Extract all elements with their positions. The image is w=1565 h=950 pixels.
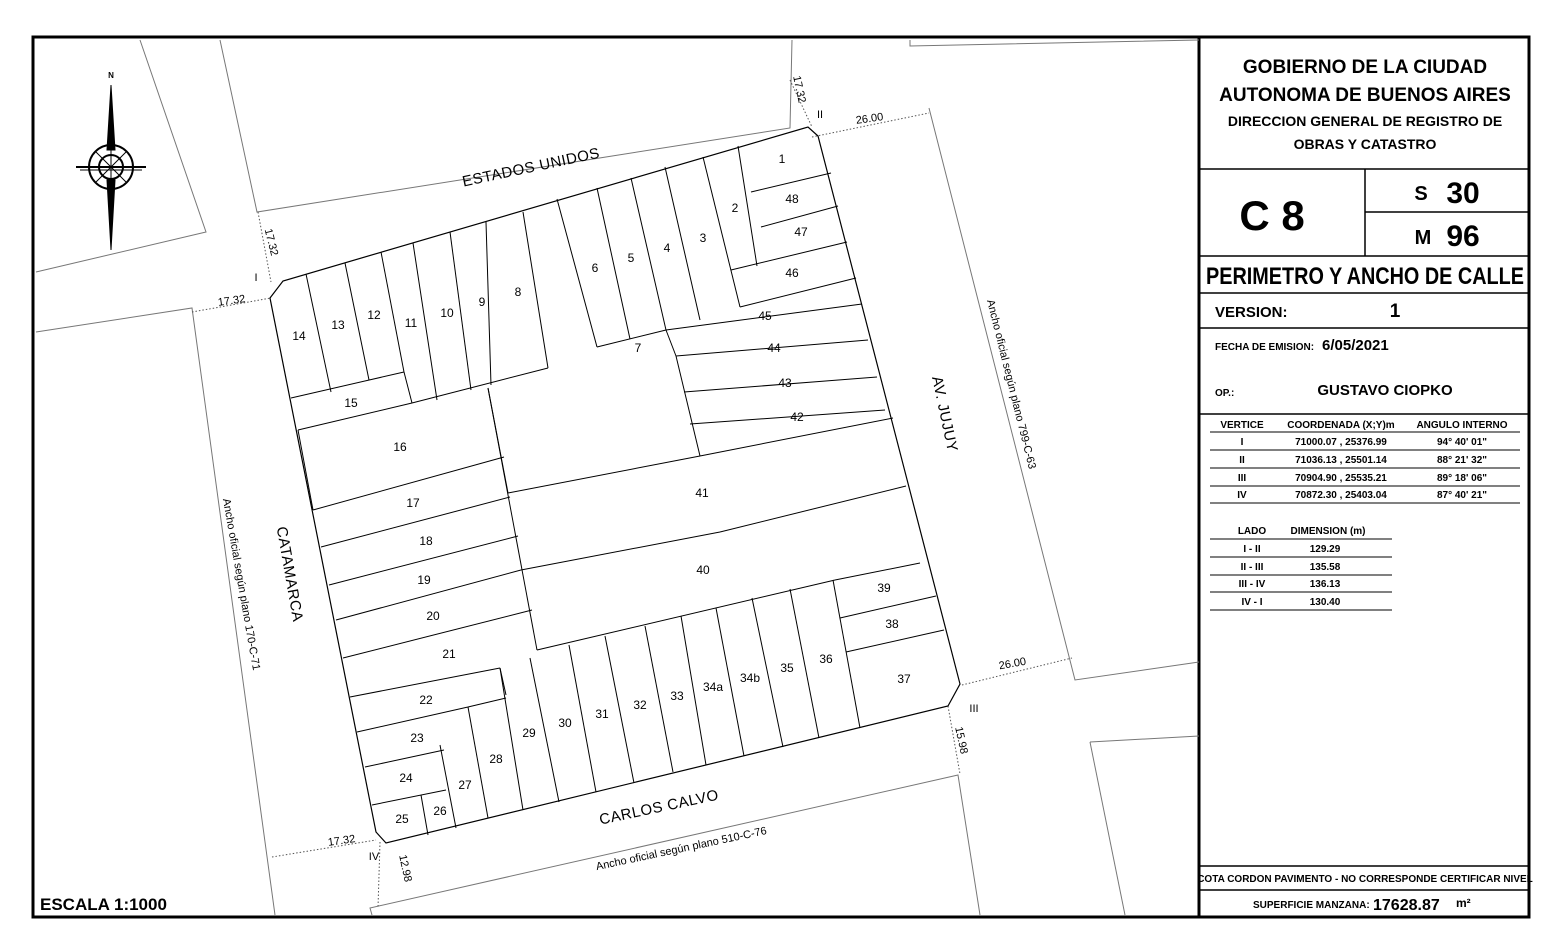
lot-number: 30 <box>558 716 572 730</box>
vertex-cell: 71036.13 , 25501.14 <box>1295 455 1387 466</box>
vertex-cell: IV <box>1237 490 1247 501</box>
lot-number: 29 <box>522 726 536 740</box>
circunscripcion: C 8 <box>1239 192 1305 239</box>
side-cell: 130.40 <box>1309 597 1341 608</box>
neighbor-block-e <box>929 108 1199 680</box>
lot-number: 39 <box>877 581 891 595</box>
lot-number: 10 <box>440 306 454 320</box>
lot-number: 33 <box>670 689 684 703</box>
neighbor-block-nw <box>36 40 206 272</box>
lot-line <box>523 212 548 368</box>
lot-number: 32 <box>633 698 647 712</box>
lot-line <box>486 222 491 385</box>
lot-line <box>521 532 720 570</box>
vertex-header: VERTICE <box>1220 420 1264 431</box>
vertex-cell: 88° 21' 32" <box>1436 455 1488 466</box>
dimension-label: 12.98 <box>396 853 414 884</box>
lot-number: 7 <box>634 341 642 355</box>
lot-line <box>761 206 838 227</box>
lot-line <box>738 146 757 266</box>
lot-line <box>840 596 936 618</box>
side-header: DIMENSION (m) <box>1290 526 1366 537</box>
lot-number: 42 <box>790 410 804 424</box>
neighbor-block-n <box>220 40 792 212</box>
cota-note: COTA CORDON PAVIMENTO - NO CORRESPONDE CERTIFICAR NIVEL <box>1197 874 1533 885</box>
side-cell: 129.29 <box>1309 544 1341 555</box>
side-cell: IV - I <box>1241 597 1263 608</box>
north-label: N <box>108 71 114 80</box>
lot-number: 9 <box>478 295 486 309</box>
lot-number: 37 <box>897 672 911 686</box>
lot-line <box>404 372 412 403</box>
street-estados-unidos: ESTADOS UNIDOS <box>460 144 602 191</box>
version-value: 1 <box>1389 301 1401 322</box>
dim-line-sw-h <box>272 840 376 857</box>
info-panel <box>1197 57 1533 914</box>
lot-number: 2 <box>731 201 739 215</box>
manzana-label: M <box>1414 227 1432 249</box>
street-carlos-calvo: CARLOS CALVO <box>597 786 721 829</box>
side-cell: I - II <box>1243 544 1261 555</box>
neighbor-block-ne <box>910 40 1199 46</box>
lot-number: 20 <box>426 609 440 623</box>
org-line-1: GOBIERNO DE LA CIUDAD <box>1242 57 1488 78</box>
vertex-label: IV <box>368 851 380 863</box>
lot-line <box>365 750 444 767</box>
vertex-cell: 70904.90 , 25535.21 <box>1295 473 1387 484</box>
side-header: LADO <box>1237 526 1267 537</box>
vertex-label: I <box>254 272 258 284</box>
vertex-cell: III <box>1237 473 1247 484</box>
lot-number: 25 <box>395 812 409 826</box>
lot-number: 18 <box>419 534 433 548</box>
lot-number: 14 <box>292 329 306 343</box>
lot-number: 3 <box>699 231 707 245</box>
lot-line <box>569 645 596 792</box>
map-area <box>36 40 1199 915</box>
lot-number: 35 <box>780 661 794 675</box>
lot-line <box>703 157 740 307</box>
note-carlos-calvo: Ancho oficial según plano 510-C-76 <box>594 825 768 874</box>
vertex-header: COORDENADA (X;Y)m <box>1287 420 1395 431</box>
vertex-table <box>1210 420 1520 503</box>
lot-number: 46 <box>785 266 799 280</box>
vertex-cell: II <box>1239 455 1245 466</box>
lot-number: 26 <box>433 804 447 818</box>
lot-number: 23 <box>410 731 424 745</box>
surface-value: 17628.87 <box>1373 897 1440 914</box>
op-label: OP.: <box>1215 388 1235 399</box>
lot-number: 40 <box>696 563 710 577</box>
op-value: GUSTAVO CIOPKO <box>1317 382 1453 399</box>
lot-line <box>508 456 700 493</box>
vertex-label: III <box>969 703 979 715</box>
dimension-label: 26.00 <box>855 111 885 127</box>
neighbor-blocks <box>36 40 1199 915</box>
lot-line <box>372 790 446 805</box>
neighbor-block-se-top <box>1090 736 1199 742</box>
version-label: VERSION: <box>1215 304 1288 321</box>
lot-number: 27 <box>458 778 472 792</box>
lot-number: 21 <box>442 647 456 661</box>
lot-number: 4 <box>663 241 671 255</box>
street-av-jujuy: AV. JUJUY <box>928 374 961 454</box>
lot-number: 6 <box>591 261 599 275</box>
lot-number: 24 <box>399 771 413 785</box>
street-catamarca: CATAMARCA <box>272 525 307 624</box>
lot-line <box>345 263 369 380</box>
lot-line <box>605 636 634 783</box>
lot-line <box>597 188 630 339</box>
dimension-label: 26.00 <box>997 655 1028 673</box>
vertex-cell: 70872.30 , 25403.04 <box>1295 490 1387 501</box>
lot-number: 1 <box>778 152 786 166</box>
lot-line <box>846 630 944 652</box>
section-value: 30 <box>1446 177 1480 210</box>
lot-numbers <box>292 152 911 826</box>
lot-line <box>468 698 506 707</box>
note-catamarca: Ancho oficial según plano 170-C-71 <box>219 497 262 672</box>
lot-number: 43 <box>778 376 792 390</box>
dept-line-2: OBRAS Y CATASTRO <box>1293 136 1437 152</box>
lot-line <box>291 372 404 398</box>
lot-line <box>720 486 906 532</box>
lot-number: 41 <box>695 486 709 500</box>
note-jujuy: Ancho oficial según plano 799-C-63 <box>984 298 1038 471</box>
org-line-2: AUTONOMA DE BUENOS AIRES <box>1219 85 1511 106</box>
vertex-header: ANGULO INTERNO <box>1416 420 1508 431</box>
neighbor-block-se <box>1090 742 1125 915</box>
panel-title: PERIMETRO Y ANCHO DE CALLE <box>1206 263 1524 290</box>
lot-line <box>833 580 860 728</box>
lot-line <box>357 707 468 732</box>
emission-label: FECHA DE EMISION: <box>1215 342 1315 353</box>
lot-line <box>690 410 885 424</box>
scale-label: ESCALA 1:1000 <box>40 895 167 914</box>
lot-line <box>835 563 920 580</box>
vertex-cell: 87° 40' 21" <box>1436 490 1488 501</box>
lot-number: 31 <box>595 707 609 721</box>
side-cell: 135.58 <box>1309 562 1341 573</box>
dimension-label: 17.32 <box>790 74 808 105</box>
lot-number: 48 <box>785 192 799 206</box>
lot-number: 12 <box>367 308 381 322</box>
lot-line <box>790 589 819 738</box>
lot-line <box>306 274 331 392</box>
street-width-lines <box>192 80 1072 908</box>
lot-line <box>500 668 523 810</box>
lot-line <box>468 707 488 818</box>
lot-line <box>412 368 548 403</box>
lot-number: 13 <box>331 318 345 332</box>
side-cell: II - III <box>1240 562 1264 573</box>
lot-number: 11 <box>404 316 418 330</box>
lot-number: 22 <box>419 693 433 707</box>
lot-line <box>298 430 313 510</box>
surface-unit: m² <box>1456 896 1471 910</box>
lot-number: 5 <box>627 251 635 265</box>
lot-number: 38 <box>885 617 899 631</box>
lot-number: 17 <box>406 496 420 510</box>
lot-number: 34b <box>739 671 761 685</box>
side-cell: 136.13 <box>1309 579 1341 590</box>
dept-line-1: DIRECCION GENERAL DE REGISTRO DE <box>1227 113 1503 129</box>
lot-line <box>488 388 537 650</box>
lot-number: 19 <box>417 573 431 587</box>
lot-line <box>740 278 856 307</box>
side-cell: III - IV <box>1238 579 1266 590</box>
lot-line <box>645 626 673 772</box>
north-arrow-icon <box>76 85 146 250</box>
lot-number: 15 <box>344 396 358 410</box>
lot-number: 34a <box>702 680 724 694</box>
neighbor-block-w <box>36 308 275 915</box>
lot-number: 36 <box>819 652 833 666</box>
lot-number: 45 <box>758 309 772 323</box>
dimension-label: 17.32 <box>217 293 247 309</box>
lot-line <box>421 795 428 835</box>
lot-line <box>676 356 700 456</box>
surface-label: SUPERFICIE MANZANA: <box>1253 900 1370 911</box>
lot-number: 47 <box>794 225 808 239</box>
lot-number: 16 <box>393 440 407 454</box>
lot-line <box>597 330 666 347</box>
vertex-cell: 71000.07 , 25376.99 <box>1295 437 1387 448</box>
manzana-value: 96 <box>1446 220 1480 253</box>
lot-line <box>751 173 831 192</box>
lot-line <box>666 330 676 356</box>
lot-number: 28 <box>489 752 503 766</box>
dimension-label: 17.32 <box>327 833 357 849</box>
lot-number: 44 <box>767 341 781 355</box>
vertex-cell: I <box>1240 437 1244 448</box>
dimension-label: 15.98 <box>952 725 970 756</box>
vertex-cell: 94° 40' 01" <box>1436 437 1488 448</box>
emission-value: 6/05/2021 <box>1322 337 1389 354</box>
lot-line <box>631 178 666 330</box>
dimension-label: 17.32 <box>261 227 281 258</box>
vertex-label: II <box>816 109 824 121</box>
lot-number: 8 <box>514 285 522 299</box>
section-label: S <box>1414 183 1428 205</box>
block-perimeter <box>270 127 960 843</box>
sides-table <box>1210 526 1392 610</box>
vertex-cell: 89° 18' 06" <box>1436 473 1488 484</box>
lot-line <box>381 252 404 372</box>
